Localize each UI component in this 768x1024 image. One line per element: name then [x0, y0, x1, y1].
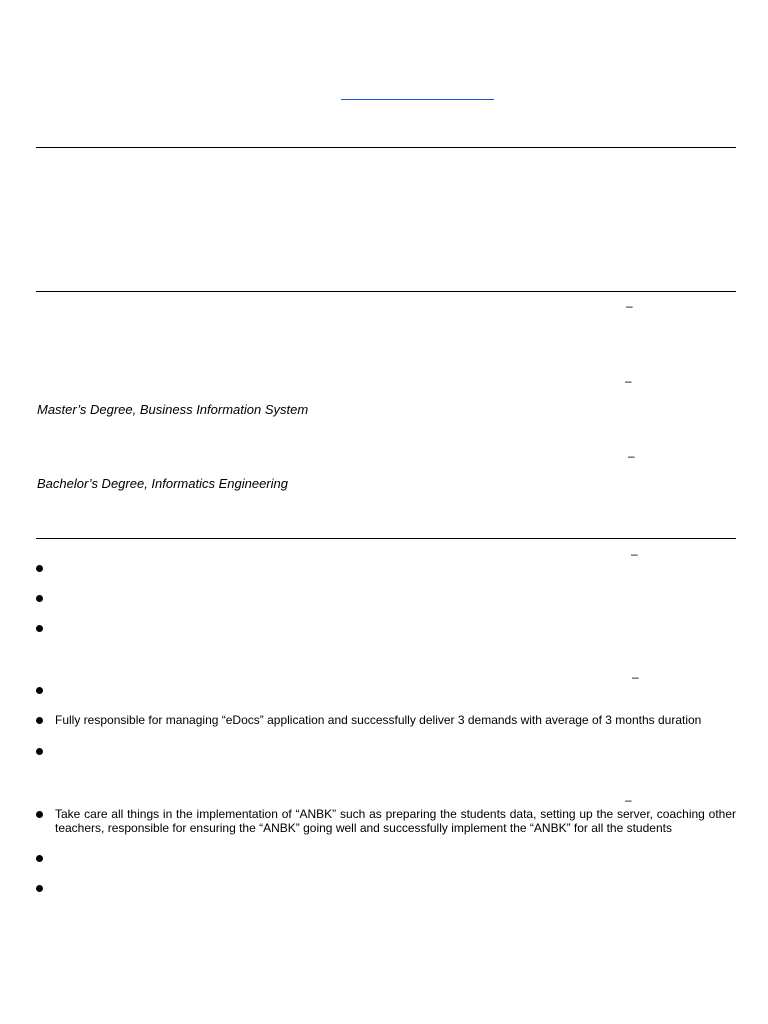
bullet-point: [36, 717, 43, 724]
date-dash-experience-3: –: [625, 793, 632, 807]
date-dash-experience-2: –: [632, 670, 639, 684]
section-divider-experience: [36, 538, 736, 539]
bullet-text-anbk: Take care all things in the implementation of “ANBK” such as preparing the students data, setting up the server, coaching other teachers, responsible for ensuring the “ANBK” going well and successfully implement the “ANBK” for all the students: [55, 807, 736, 835]
date-dash-education-2: –: [625, 374, 632, 388]
degree-masters: Master’s Degree, Business Information System: [37, 402, 309, 417]
date-dash-education-1: –: [626, 299, 633, 313]
bullet-point: [36, 687, 43, 694]
degree-bachelors: Bachelor’s Degree, Informatics Engineering: [37, 476, 288, 491]
section-divider-summary: [36, 147, 736, 148]
bullet-point: [36, 565, 43, 572]
section-divider-education: [36, 291, 736, 292]
bullet-point: [36, 595, 43, 602]
bullet-point: [36, 885, 43, 892]
bullet-point: [36, 811, 43, 818]
bullet-point: [36, 855, 43, 862]
bullet-point: [36, 625, 43, 632]
bullet-text-edocs: Fully responsible for managing “eDocs” application and successfully deliver 3 demands with average of 3 months duration: [55, 713, 702, 727]
date-dash-experience-1: –: [631, 547, 638, 561]
bullet-point: [36, 748, 43, 755]
contact-link-underline[interactable]: [341, 99, 494, 100]
date-dash-education-3: –: [628, 449, 635, 463]
